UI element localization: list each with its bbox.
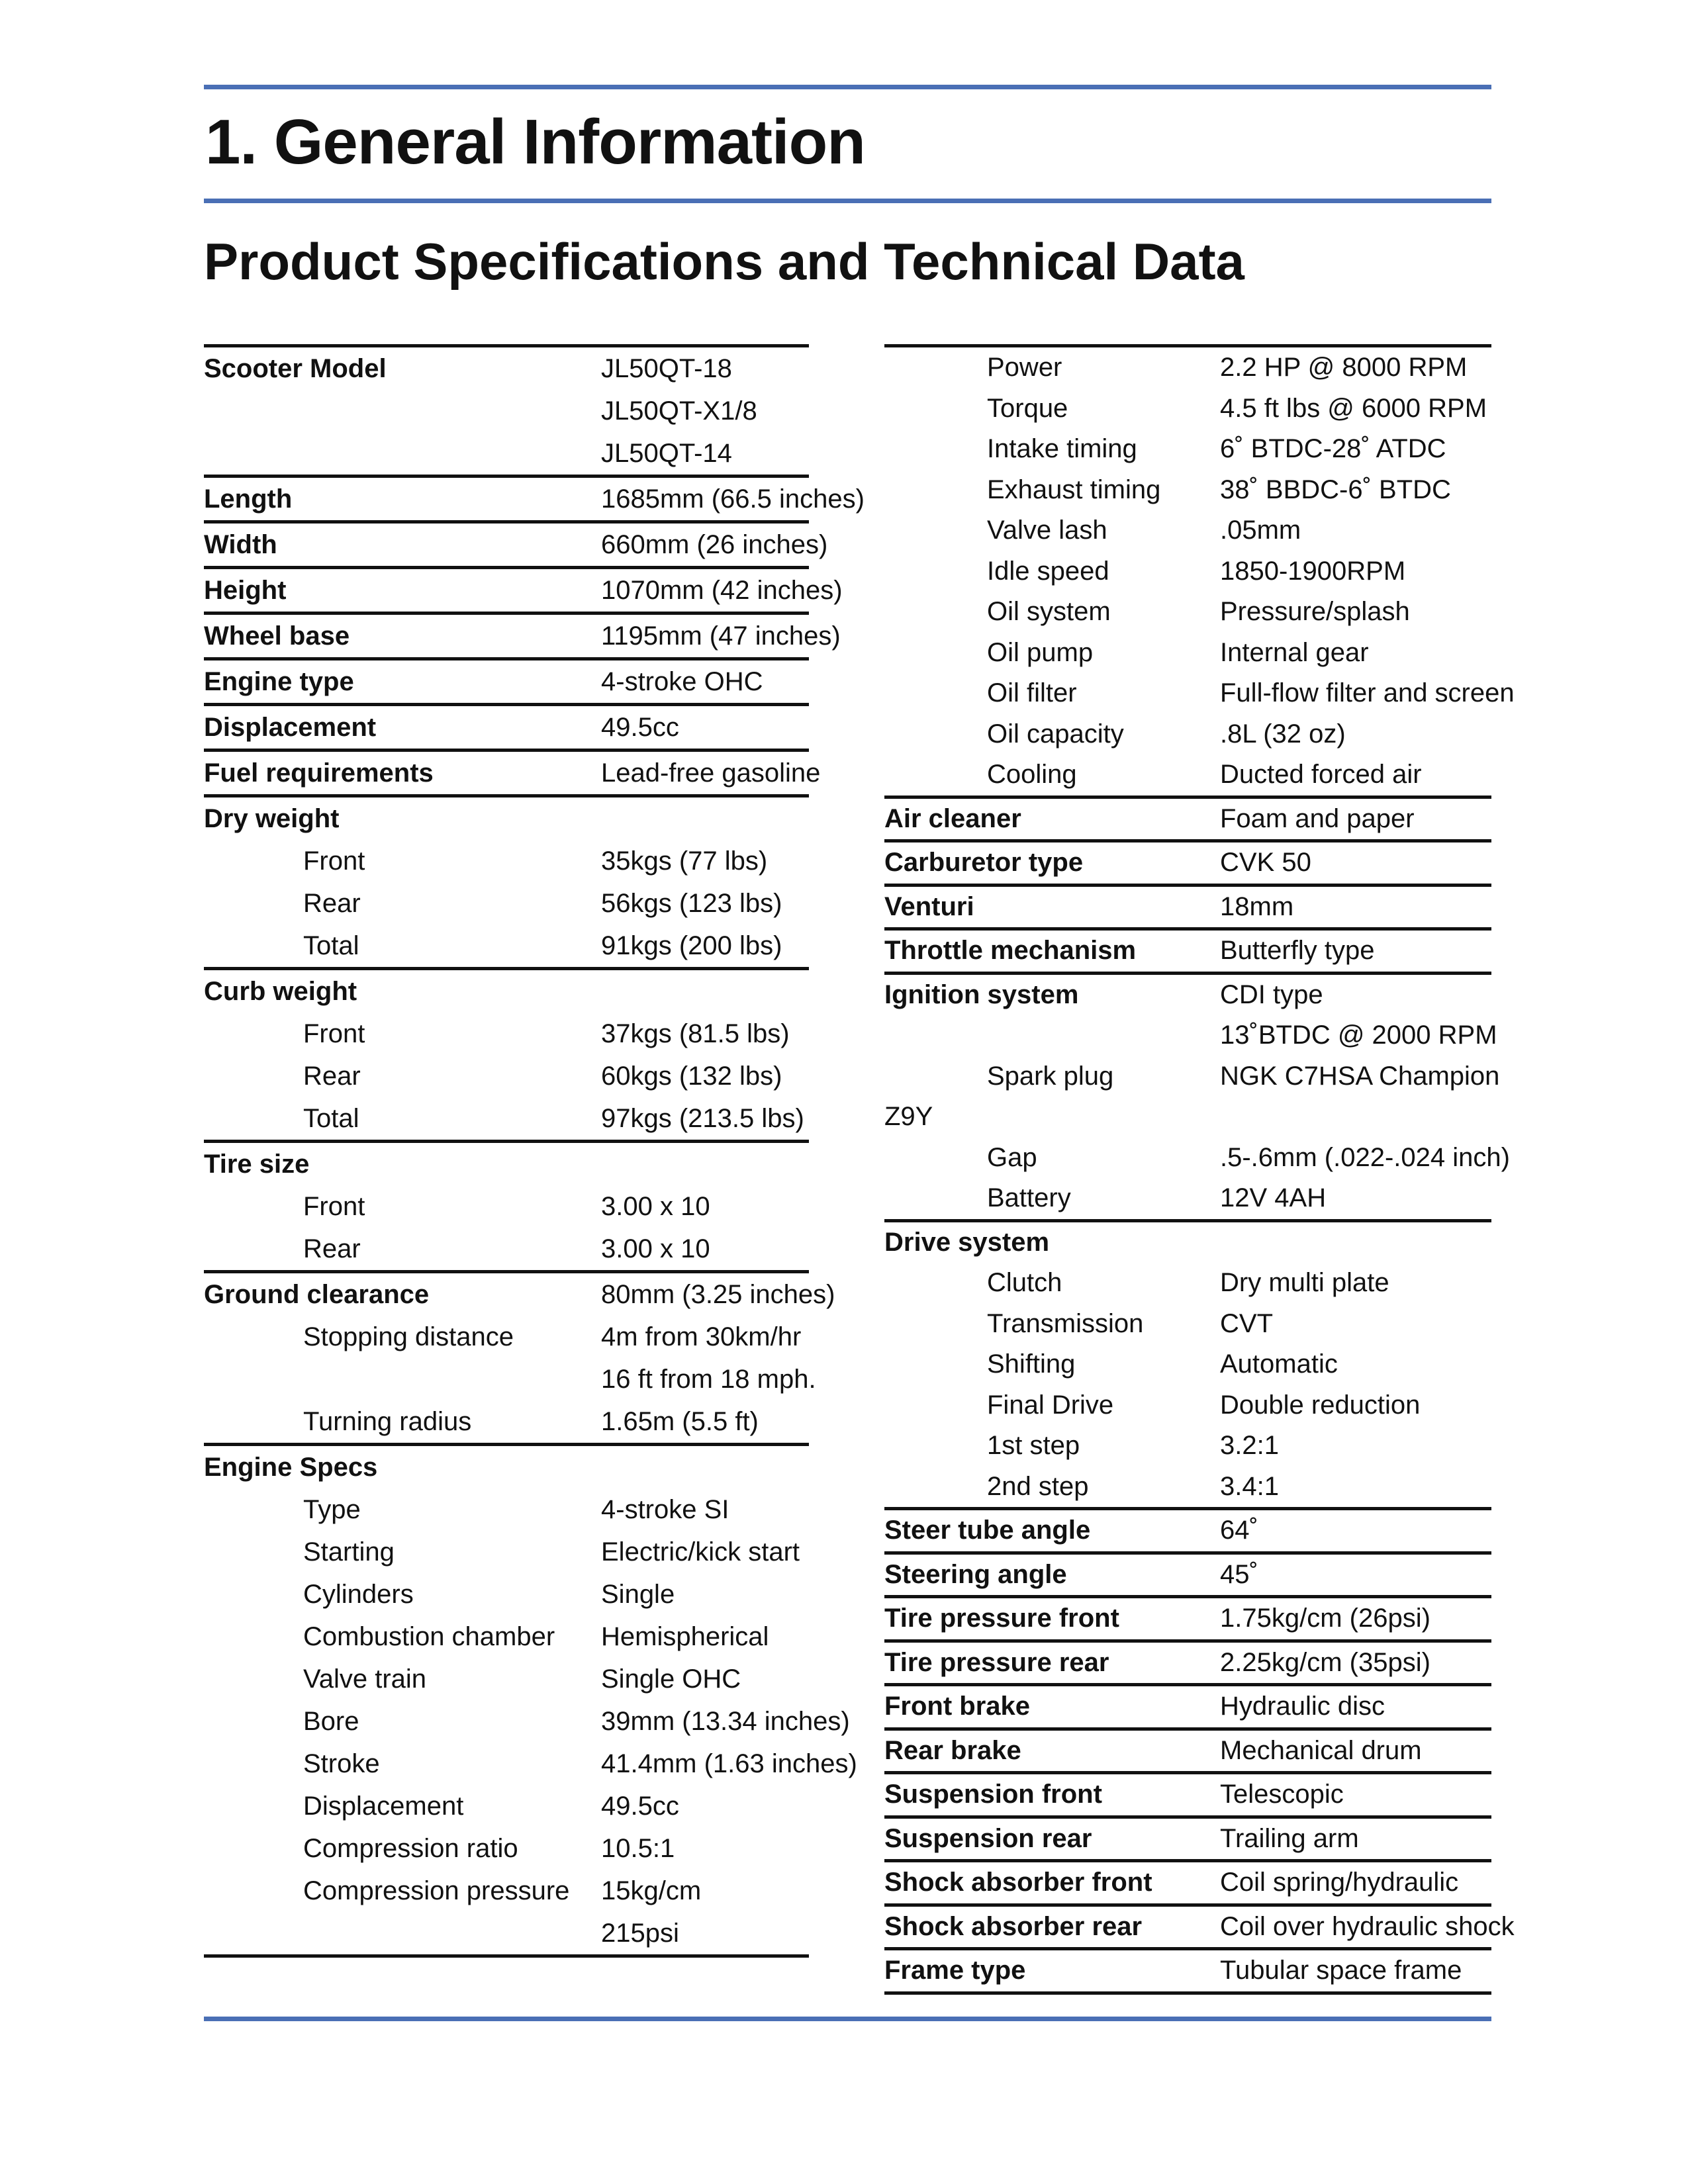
spec-value: 39mm (13.34 inches) (601, 1706, 850, 1736)
spec-value: 37kgs (81.5 lbs) (601, 1019, 790, 1048)
spec-row (884, 1903, 1515, 1948)
spec-label: Oil capacity (987, 719, 1124, 749)
spec-label: Idle speed (987, 556, 1109, 586)
bottom-rule (204, 2017, 1491, 2021)
spec-value: Butterfly type (1220, 936, 1375, 966)
spec-label: Steering angle (884, 1559, 1067, 1589)
spec-row (884, 1344, 1491, 1385)
spec-row (884, 1467, 1491, 1508)
spec-value: Ducted forced air (1220, 760, 1422, 790)
spec-row (204, 612, 841, 657)
spec-value: 215psi (601, 1918, 679, 1948)
spec-label: Exhaust timing (987, 475, 1161, 504)
spec-value: Coil spring/hydraulic (1220, 1868, 1459, 1897)
spec-value: 18mm (1220, 891, 1294, 921)
spec-value: 13˚BTDC @ 2000 RPM (1220, 1021, 1497, 1050)
spec-label: Stopping distance (303, 1322, 514, 1351)
spec-label: Rear (303, 1234, 361, 1263)
spec-value: 1685mm (66.5 inches) (601, 484, 865, 514)
spec-label: Ground clearance (204, 1279, 430, 1309)
spec-value: .8L (32 oz) (1220, 719, 1346, 749)
spec-label: Scooter Model (204, 353, 387, 383)
spec-label: Tire pressure rear (884, 1647, 1109, 1677)
spec-label: Cylinders (303, 1579, 414, 1609)
spec-value: Automatic (1220, 1349, 1338, 1379)
spec-label: Battery (987, 1183, 1071, 1213)
spec-row (204, 390, 809, 432)
spec-label: Suspension front (884, 1780, 1102, 1809)
spec-label: Power (987, 353, 1062, 383)
spec-row (204, 1055, 809, 1097)
spec-row (204, 1743, 857, 1785)
spec-label: Type (303, 1494, 361, 1524)
spec-value: 45˚ (1220, 1559, 1258, 1589)
spec-value: CVT (1220, 1308, 1273, 1338)
spec-label: Displacement (204, 712, 377, 742)
spec-row (204, 1400, 809, 1443)
chapter-title: 1. General Information (205, 107, 865, 177)
spec-value: 56kgs (123 lbs) (601, 888, 782, 918)
spec-label: Turning radius (303, 1406, 472, 1436)
spec-row (204, 967, 809, 1013)
spec-label: Rear (303, 1061, 361, 1091)
spec-value: CDI type (1220, 979, 1323, 1009)
spec-value: 3.2:1 (1220, 1431, 1279, 1461)
title-rule (204, 199, 1491, 203)
spec-label: Spark plug (987, 1061, 1114, 1091)
spec-row (204, 1870, 809, 1912)
spec-value: Full-flow filter and screen (1220, 678, 1515, 708)
spec-row (884, 1507, 1491, 1551)
spec-label: Rear brake (884, 1735, 1021, 1765)
spec-value: Dry multi plate (1220, 1268, 1389, 1298)
spec-row (884, 344, 1491, 388)
spec-value: JL50QT-18 (601, 353, 732, 383)
spec-label: Suspension rear (884, 1823, 1092, 1853)
spec-value: 97kgs (213.5 lbs) (601, 1103, 804, 1133)
spec-row (204, 475, 865, 520)
spec-value: 12V 4AH (1220, 1183, 1327, 1213)
left-spec-table (204, 344, 865, 1958)
section-title: Product Specifications and Technical Data (204, 232, 1244, 291)
spec-row (884, 1263, 1491, 1304)
spec-row (884, 927, 1491, 972)
top-rule (204, 85, 1491, 89)
spec-row (204, 1488, 809, 1531)
spec-value: Telescopic (1220, 1780, 1344, 1809)
spec-row (884, 1771, 1491, 1815)
spec-label: Carburetor type (884, 848, 1084, 878)
spec-label: Engine Specs (204, 1452, 378, 1482)
spec-label: Fuel requirements (204, 758, 434, 788)
spec-value: 91kgs (200 lbs) (601, 931, 782, 960)
spec-value: Mechanical drum (1220, 1735, 1422, 1765)
spec-label: Z9Y (884, 1102, 933, 1132)
spec-value: 49.5cc (601, 1791, 679, 1821)
spec-value: Single (601, 1579, 675, 1609)
spec-label: Front (303, 846, 365, 876)
spec-row (204, 1228, 809, 1270)
spec-label: 1st step (987, 1431, 1080, 1461)
spec-label: Height (204, 575, 287, 605)
spec-label: Clutch (987, 1268, 1062, 1298)
spec-label: Frame type (884, 1956, 1026, 1985)
spec-row (884, 714, 1491, 755)
spec-row (884, 1178, 1491, 1219)
spec-label: Total (303, 1103, 359, 1133)
spec-label: Transmission (987, 1308, 1144, 1338)
spec-row (884, 1947, 1491, 1995)
spec-label: Curb weight (204, 976, 357, 1006)
spec-row (204, 566, 843, 612)
spec-value: Trailing arm (1220, 1823, 1359, 1853)
spec-value: .05mm (1220, 516, 1301, 545)
spec-value: .5-.6mm (.022-.024 inch) (1220, 1142, 1510, 1172)
spec-value: 49.5cc (601, 712, 679, 742)
spec-label: Shifting (987, 1349, 1076, 1379)
spec-value: Hemispherical (601, 1621, 769, 1651)
spec-row (884, 1056, 1500, 1097)
spec-label: Drive system (884, 1227, 1050, 1257)
spec-value: Hydraulic disc (1220, 1692, 1385, 1721)
spec-label: Combustion chamber (303, 1621, 555, 1651)
spec-row (884, 1426, 1491, 1467)
spec-row (204, 1013, 809, 1055)
spec-row (884, 1219, 1491, 1263)
spec-row (204, 1912, 809, 1958)
spec-row (884, 1859, 1491, 1903)
spec-value: NGK C7HSA Champion (1220, 1061, 1500, 1091)
spec-row (204, 1270, 835, 1316)
spec-label: Front (303, 1019, 365, 1048)
spec-value: Foam and paper (1220, 803, 1415, 833)
spec-row (884, 796, 1491, 840)
spec-row (204, 1316, 809, 1358)
spec-label: Compression pressure (303, 1876, 570, 1905)
spec-row (204, 1573, 809, 1615)
spec-label: 2nd step (987, 1471, 1089, 1501)
spec-label: Air cleaner (884, 803, 1021, 833)
spec-label: Tire size (204, 1149, 310, 1179)
spec-row (884, 1595, 1491, 1639)
spec-row (884, 673, 1515, 714)
spec-value: Single OHC (601, 1664, 741, 1694)
spec-row (884, 1385, 1491, 1426)
spec-value: JL50QT-X1/8 (601, 396, 757, 426)
spec-label: Front (303, 1191, 365, 1221)
spec-label: Final Drive (987, 1390, 1114, 1420)
spec-row (884, 1097, 1491, 1138)
spec-label: Gap (987, 1142, 1037, 1172)
spec-row (204, 703, 809, 749)
spec-label: Tire pressure front (884, 1604, 1119, 1633)
spec-value: CVK 50 (1220, 848, 1311, 878)
spec-value: 1195mm (47 inches) (601, 621, 841, 651)
spec-label: Width (204, 529, 277, 559)
spec-label: Total (303, 931, 359, 960)
spec-label: Engine type (204, 666, 354, 696)
spec-value: 660mm (26 inches) (601, 529, 828, 559)
spec-row (884, 510, 1491, 551)
spec-row (204, 344, 809, 390)
spec-value: 64˚ (1220, 1516, 1258, 1545)
spec-value: Lead-free gasoline (601, 758, 821, 788)
spec-label: Throttle mechanism (884, 936, 1137, 966)
spec-value: 3.4:1 (1220, 1471, 1279, 1501)
spec-label: Steer tube angle (884, 1516, 1091, 1545)
spec-label: Venturi (884, 891, 974, 921)
spec-label: Valve train (303, 1664, 427, 1694)
spec-label: Cooling (987, 760, 1077, 790)
spec-value: 41.4mm (1.63 inches) (601, 1749, 857, 1778)
spec-label: Shock absorber front (884, 1868, 1152, 1897)
spec-row (884, 429, 1491, 470)
spec-row (884, 1015, 1497, 1056)
spec-row (884, 1727, 1491, 1772)
spec-row (204, 882, 809, 925)
spec-row (884, 754, 1491, 796)
spec-row (204, 794, 809, 840)
spec-label: Oil system (987, 597, 1111, 627)
spec-row (204, 1443, 809, 1488)
spec-row (204, 1185, 809, 1228)
spec-row (204, 1658, 809, 1700)
spec-value: 80mm (3.25 inches) (601, 1279, 835, 1309)
spec-row (884, 884, 1491, 928)
spec-value: 1.75kg/cm (26psi) (1220, 1604, 1430, 1633)
spec-label: Dry weight (204, 803, 340, 833)
spec-value: 4m from 30km/hr (601, 1322, 802, 1351)
spec-label: Rear (303, 888, 361, 918)
spec-label: Displacement (303, 1791, 464, 1821)
spec-value: 2.2 HP @ 8000 RPM (1220, 353, 1468, 383)
spec-label: Stroke (303, 1749, 380, 1778)
spec-row (204, 1785, 809, 1827)
spec-row (204, 657, 809, 703)
spec-value: 35kgs (77 lbs) (601, 846, 768, 876)
spec-value: 60kgs (132 lbs) (601, 1061, 782, 1091)
spec-label: Ignition system (884, 979, 1079, 1009)
spec-row (204, 520, 828, 566)
spec-value: 38˚ BBDC-6˚ BTDC (1220, 475, 1451, 504)
spec-label: Starting (303, 1537, 395, 1567)
spec-row (884, 592, 1491, 633)
spec-row (204, 1827, 809, 1870)
spec-row (884, 1551, 1491, 1596)
spec-label: Compression ratio (303, 1833, 518, 1863)
spec-row (204, 840, 809, 882)
spec-value: 16 ft from 18 mph. (601, 1364, 816, 1394)
spec-row (884, 1683, 1491, 1727)
spec-label: Length (204, 484, 293, 514)
spec-label: Valve lash (987, 516, 1107, 545)
spec-value: 1.65m (5.5 ft) (601, 1406, 759, 1436)
spec-row (204, 925, 809, 967)
spec-value: 10.5:1 (601, 1833, 675, 1863)
spec-row (884, 1639, 1491, 1684)
spec-label: Bore (303, 1706, 359, 1736)
spec-row (884, 633, 1491, 674)
spec-label: Shock absorber rear (884, 1911, 1143, 1941)
spec-value: Pressure/splash (1220, 597, 1410, 627)
spec-value: 1850-1900RPM (1220, 556, 1406, 586)
spec-row (884, 839, 1491, 884)
spec-value: Coil over hydraulic shock (1220, 1911, 1515, 1941)
spec-row (204, 1097, 809, 1140)
spec-row (884, 470, 1491, 511)
spec-value: 2.25kg/cm (35psi) (1220, 1647, 1430, 1677)
spec-value: Double reduction (1220, 1390, 1421, 1420)
spec-row (884, 388, 1491, 430)
spec-value: 3.00 x 10 (601, 1191, 710, 1221)
spec-value: 6˚ BTDC-28˚ ATDC (1220, 434, 1446, 464)
right-spec-table (884, 344, 1515, 1995)
spec-row (884, 1304, 1491, 1345)
spec-value: 3.00 x 10 (601, 1234, 710, 1263)
spec-value: 15kg/cm (601, 1876, 702, 1905)
spec-value: Tubular space frame (1220, 1956, 1462, 1985)
spec-label: Oil filter (987, 678, 1077, 708)
spec-row (204, 749, 821, 794)
spec-row (204, 1358, 816, 1400)
spec-value: Internal gear (1220, 637, 1369, 667)
spec-row (884, 551, 1491, 592)
spec-label: Wheel base (204, 621, 350, 651)
spec-label: Oil pump (987, 637, 1094, 667)
spec-row (204, 1615, 809, 1658)
spec-row (204, 1531, 809, 1573)
spec-row (204, 432, 809, 475)
spec-row (204, 1140, 809, 1185)
spec-label: Torque (987, 393, 1068, 423)
spec-value: 1070mm (42 inches) (601, 575, 843, 605)
spec-value: JL50QT-14 (601, 438, 732, 468)
spec-label: Intake timing (987, 434, 1137, 464)
spec-value: Electric/kick start (601, 1537, 800, 1567)
spec-row (884, 1138, 1510, 1179)
spec-value: 4-stroke SI (601, 1494, 729, 1524)
spec-row (884, 1815, 1491, 1860)
spec-value: 4.5 ft lbs @ 6000 RPM (1220, 393, 1487, 423)
spec-row (884, 972, 1491, 1016)
spec-label: Front brake (884, 1692, 1031, 1721)
spec-row (204, 1700, 850, 1743)
spec-value: 4-stroke OHC (601, 666, 763, 696)
